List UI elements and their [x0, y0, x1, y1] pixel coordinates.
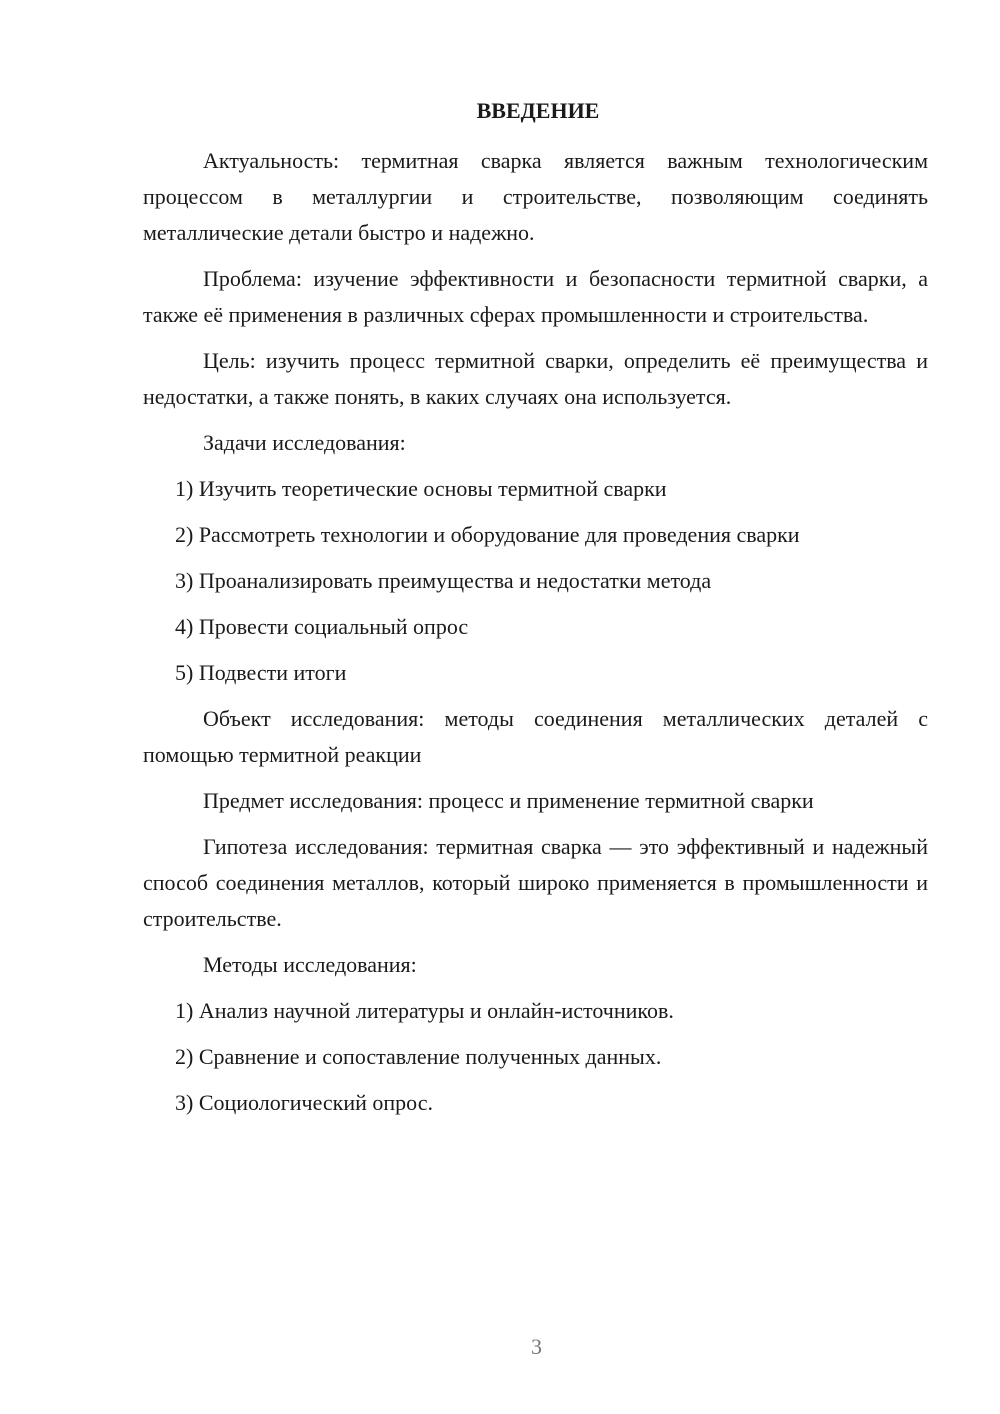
subject-paragraph: Предмет исследования: процесс и применение термитной сварки [203, 788, 814, 813]
list-item: 5) Подвести итоги [175, 660, 347, 685]
list-item: 1) Анализ научной литературы и онлайн-источников. [175, 998, 674, 1023]
page-title: ВВЕДЕНИЕ [476, 98, 600, 123]
list-item: 2) Сравнение и сопоставление полученных данных. [175, 1044, 662, 1069]
page-number: 3 [531, 1334, 542, 1359]
list-item: 2) Рассмотреть технологии и оборудование для проведения сварки [175, 522, 800, 547]
hypothesis-paragraph: Гипотеза исследования: термитная сварка — это эффективный и надежный способ соединения металлов, который широко применяется в промышленности и строительстве. [143, 834, 928, 931]
list-item: 1) Изучить теоретические основы термитной сварки [175, 476, 667, 501]
tasks-list [143, 471, 928, 691]
methods-list [143, 993, 928, 1121]
tasks-heading: Задачи исследования: [203, 430, 406, 455]
list-item: 3) Социологический опрос. [175, 1090, 433, 1115]
relevance-paragraph: Актуальность: термитная сварка является важным технологическим процессом в металлургии и строительстве, позволяющим соединять металлические детали быстро и надежно. [143, 148, 928, 245]
list-item: 4) Провести социальный опрос [175, 614, 469, 639]
object-paragraph: Объект исследования: методы соединения металлических деталей с помощью термитной реакции [143, 706, 928, 767]
problem-paragraph: Проблема: изучение эффективности и безопасности термитной сварки, а также её применения в различных сферах промышленности и строительства. [143, 266, 928, 327]
list-item: 3) Проанализировать преимущества и недостатки метода [175, 568, 712, 593]
goal-paragraph: Цель: изучить процесс термитной сварки, определить её преимущества и недостатки, а также понять, в каких случаях она используется. [143, 348, 928, 409]
document-body [143, 143, 928, 1131]
document-page [143, 0, 928, 1414]
methods-heading: Методы исследования: [203, 952, 417, 977]
